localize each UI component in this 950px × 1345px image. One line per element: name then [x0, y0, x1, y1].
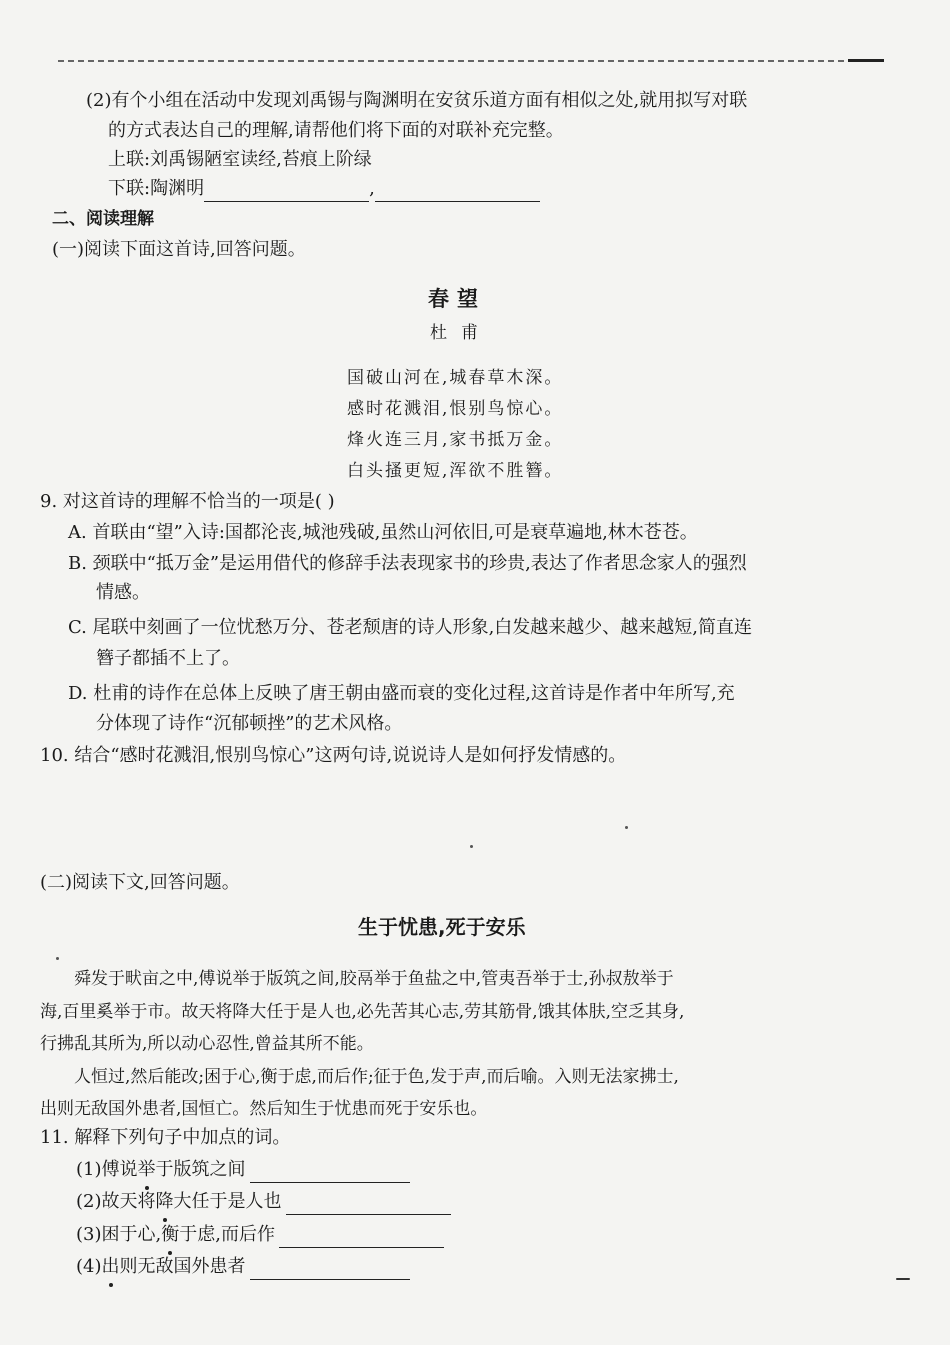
poem-author: 杜甫 [430, 323, 492, 343]
q9-option-a[interactable]: A. 首联由“望”入诗:国都沦丧,城池残破,虽然山河依旧,可是衰草遍地,林木苍苍。 [68, 522, 698, 543]
scan-speck [470, 845, 473, 848]
couplet-sep: , [369, 178, 375, 199]
couplet-blank-2[interactable] [375, 181, 540, 202]
poem-line-2: 感时花溅泪,恨别鸟惊心。 [347, 399, 564, 419]
couplet-blank-1[interactable] [204, 181, 369, 202]
q11-answer-2[interactable] [286, 1194, 451, 1215]
q11-item-2-dotted-word: 降 [156, 1189, 174, 1215]
top-dashed-rule [58, 60, 884, 62]
q11-answer-1[interactable] [250, 1162, 410, 1183]
q9-option-c[interactable]: C. 尾联中刻画了一位忧愁万分、苍老颓唐的诗人形象,白发越来越少、越来越短,简直连 [68, 617, 753, 638]
poem-line-3: 烽火连三月,家书抵万金。 [347, 430, 564, 450]
q9-option-d[interactable]: D. 杜甫的诗作在总体上反映了唐王朝由盛而衰的变化过程,这首诗是作者中年所写,充 [68, 683, 735, 704]
q11-item-4 [76, 1254, 410, 1280]
prose-p1-line1: 舜发于畎亩之中,傅说举于版筑之间,胶鬲举于鱼盐之中,管夷吾举于士,孙叔敖举于 [74, 969, 674, 989]
prose-p2-line1: 人恒过,然后能改;困于心,衡于虑,而后作;征于色,发于声,而后喻。入则无法家拂士, [74, 1067, 679, 1087]
prose-title: 生于忧患,死于安乐 [358, 915, 526, 939]
q11-item-3-post: 于虑,而后作 [179, 1224, 275, 1245]
prose-p2-line2: 出则无敌国外患者,国恒亡。然后知生于忧患而死于安乐也。 [40, 1099, 488, 1119]
q11-item-3 [76, 1222, 444, 1248]
q11-answer-4[interactable] [250, 1259, 410, 1280]
prose-p1-line3: 行拂乱其所为,所以动心忍性,曾益其所不能。 [40, 1034, 374, 1054]
poem-line-4: 白头搔更短,浑欲不胜簪。 [347, 461, 564, 481]
q11-item-2-pre: (2)故天将 [76, 1191, 156, 1212]
q11-item-3-dotted-word: 衡 [161, 1222, 179, 1248]
q11-item-1-pre: (1)傅说 [76, 1159, 138, 1180]
q8-2-line1: (2)有个小组在活动中发现刘禹锡与陶渊明在安贫乐道方面有相似之处,就用拟写对联 [86, 90, 748, 111]
section-heading: 二、阅读理解 [52, 209, 154, 229]
couplet-lower-prefix: 下联:陶渊明 [108, 178, 205, 199]
prose-p1-line2: 海,百里奚举于市。故天将降大任于是人也,必先苦其心志,劳其筋骨,饿其体肤,空乏其身, [40, 1002, 685, 1022]
scan-speck [56, 957, 59, 960]
q11-item-1-post: 于版筑之间 [155, 1159, 246, 1180]
q11-item-4-dotted-word: 出 [102, 1254, 120, 1280]
q11-item-1 [76, 1157, 410, 1183]
q10-stem: 10. 结合“感时花溅泪,恨别鸟惊心”这两句诗,说说诗人是如何抒发情感的。 [40, 745, 627, 766]
poem-line-1: 国破山河在,城春草木深。 [347, 368, 564, 388]
q11-item-4-pre: (4) [76, 1256, 102, 1277]
part2-intro: (二)阅读下文,回答问题。 [40, 872, 240, 893]
part1-intro: (一)阅读下面这首诗,回答问题。 [52, 239, 306, 260]
q8-2-line2: 的方式表达自己的理解,请帮他们将下面的对联补充完整。 [108, 120, 564, 141]
q11-stem: 11. 解释下列句子中加点的词。 [40, 1127, 291, 1148]
couplet-upper: 上联:刘禹锡陋室读经,苔痕上阶绿 [108, 149, 372, 170]
q9-option-b-cont: 情感。 [96, 582, 150, 603]
couplet-lower [108, 176, 540, 202]
q9-option-c-cont: 簪子都插不上了。 [96, 648, 240, 669]
poem-title: 春望 [428, 287, 486, 311]
top-rule-end [848, 59, 884, 62]
q9-option-d-cont: 分体现了诗作“沉郁顿挫”的艺术风格。 [96, 713, 403, 734]
q11-item-4-post: 则无敌国外患者 [119, 1256, 246, 1277]
scan-mark [896, 1278, 910, 1280]
q11-item-2-post: 大任于是人也 [173, 1191, 282, 1212]
q9-stem: 9. 对这首诗的理解不恰当的一项是( ) [40, 491, 335, 512]
q11-item-2 [76, 1189, 451, 1215]
q11-answer-3[interactable] [279, 1227, 444, 1248]
scan-speck [625, 826, 628, 829]
q11-item-1-dotted-word: 举 [138, 1157, 156, 1183]
q9-option-b[interactable]: B. 颈联中“抵万金”是运用借代的修辞手法表现家书的珍贵,表达了作者思念家人的强烈 [68, 553, 747, 574]
q11-item-3-pre: (3)困于心, [76, 1224, 162, 1245]
